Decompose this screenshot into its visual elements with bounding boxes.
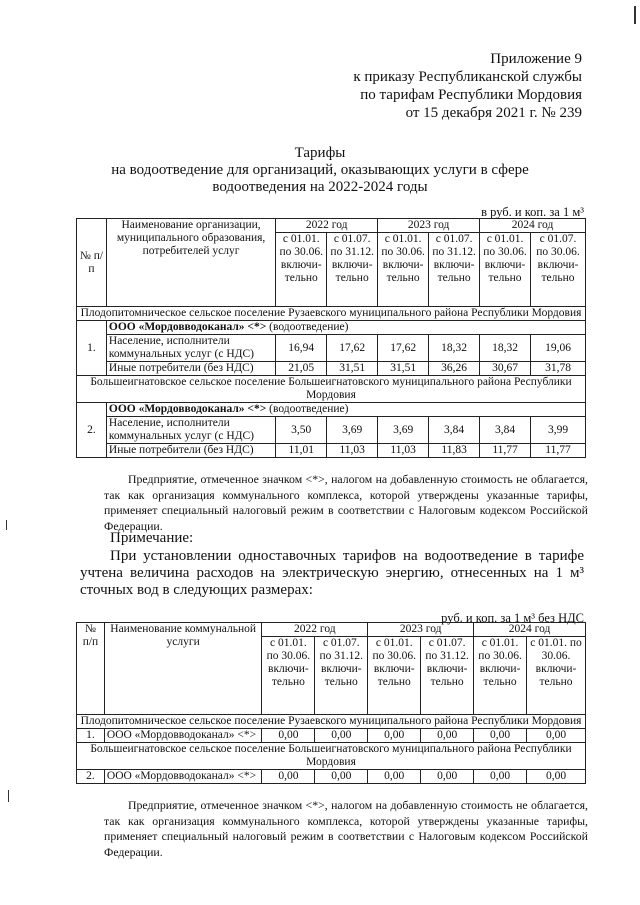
value-cell: 11,01 (276, 444, 327, 458)
org-row (106, 403, 585, 417)
header-num: № п/п (77, 623, 105, 715)
header-year: 2023 год (368, 623, 474, 637)
electricity-cost-table (76, 622, 586, 784)
value-cell: 31,51 (378, 362, 429, 376)
value-cell: 3,84 (429, 417, 480, 444)
org-name: ООО «Мордовводоканал» <*> (108, 403, 267, 415)
note-text: При установлении одноставочных тарифов на водоотведение в тарифе учтена величина расходов на электрическую энергию, отнесенных на 1 м³ сточных вод в следующих размерах: (80, 548, 584, 598)
row-num: 1. (77, 729, 105, 743)
consumer-label: Население, исполнители коммунальных услуг (с НДС) (106, 335, 275, 362)
org-name: ООО «Мордовводоканал» <*> (104, 770, 262, 784)
settlement-row: Плодопитомническое сельское поселение Рузаевского муниципального района Республики Мордовия (77, 715, 586, 729)
value-cell: 11,83 (429, 444, 480, 458)
header-period: с 01.01. по 30.06. включи-тельно (527, 637, 586, 715)
appendix-line: по тарифам Республики Мордовия (360, 87, 582, 103)
title-line: Тарифы (294, 145, 346, 161)
header-name: Наименование коммунальной услуги (104, 623, 262, 715)
row-num: 2. (77, 403, 107, 458)
value-cell: 0,00 (421, 729, 474, 743)
scan-edge-mark (6, 520, 7, 530)
header-year: 2024 год (480, 219, 586, 233)
title-line: водоотведения на 2022-2024 годы (212, 179, 428, 195)
row-num: 2. (77, 770, 105, 784)
table2-unit: руб. и коп. за 1 м³ без НДС (441, 611, 584, 625)
consumer-label: Население, исполнители коммунальных услуг (с НДС) (106, 417, 275, 444)
value-cell: 17,62 (327, 335, 378, 362)
value-cell: 31,78 (531, 362, 586, 376)
header-period: с 01.07. по 31.12. включи-тельно (429, 233, 480, 307)
appendix-line: к приказу Республиканской службы (353, 69, 582, 85)
table1-unit: в руб. и коп. за 1 м³ (481, 205, 584, 219)
value-cell: 18,32 (429, 335, 480, 362)
org-service: (водоотведение) (269, 403, 349, 415)
scan-edge-mark (634, 6, 636, 24)
vat-note-bottom: Предприятие, отмеченное значком <*>, налогом на добавленную стоимость не облагается, так как организация коммунального комплекса, которой утверждены указанные тарифы, применяет специальный налоговый режим в соответствии с Налоговым кодексом Российской Федерации. (104, 798, 588, 859)
header-period: с 01.01. по 30.06. включи-тельно (276, 233, 327, 307)
value-cell: 0,00 (368, 729, 421, 743)
header-period: с 01.01. по 30.06. включи-тельно (262, 637, 315, 715)
value-cell: 30,67 (480, 362, 531, 376)
header-num: № п/п (77, 219, 107, 307)
note-heading: Примечание: (110, 530, 194, 546)
org-name: ООО «Мордовводоканал» <*> (104, 729, 262, 743)
appendix-header (353, 50, 582, 122)
value-cell: 21,05 (276, 362, 327, 376)
value-cell: 18,32 (480, 335, 531, 362)
value-cell: 36,26 (429, 362, 480, 376)
value-cell: 0,00 (474, 729, 527, 743)
scan-edge-mark (8, 790, 9, 802)
header-period: с 01.07. по 30.06. включи-тельно (531, 233, 586, 307)
header-name: Наименование организации, муниципального образования, потребителей услуг (106, 219, 275, 307)
vat-note-text: Предприятие, отмеченное значком <*>, налогом на добавленную стоимость не облагается, так как организация коммунального комплекса, которой утверждены указанные тарифы, применяет специальный налоговый режим в соответствии с Налоговым кодексом Российской Федерации. (104, 472, 588, 533)
value-cell: 0,00 (421, 770, 474, 784)
header-period: с 01.01. по 30.06. включи-тельно (480, 233, 531, 307)
appendix-line: Приложение 9 (490, 51, 582, 67)
consumer-label: Иные потребители (без НДС) (106, 362, 275, 376)
value-cell: 19,06 (531, 335, 586, 362)
vat-note (104, 472, 588, 534)
consumer-label: Иные потребители (без НДС) (106, 444, 275, 458)
value-cell: 17,62 (378, 335, 429, 362)
value-cell: 31,51 (327, 362, 378, 376)
value-cell: 11,77 (480, 444, 531, 458)
value-cell: 11,03 (378, 444, 429, 458)
value-cell: 0,00 (527, 770, 586, 784)
value-cell: 3,99 (531, 417, 586, 444)
title-line: на водоотведение для организаций, оказывающих услуги в сфере (111, 162, 529, 178)
value-cell: 0,00 (368, 770, 421, 784)
value-cell: 3,69 (327, 417, 378, 444)
header-year: 2024 год (474, 623, 586, 637)
appendix-line: от 15 декабря 2021 г. № 239 (405, 105, 582, 121)
value-cell: 0,00 (262, 770, 315, 784)
header-year: 2023 год (378, 219, 480, 233)
header-period: с 01.01. по 30.06. включи-тельно (368, 637, 421, 715)
value-cell: 11,03 (327, 444, 378, 458)
header-year: 2022 год (276, 219, 378, 233)
org-row (106, 321, 585, 335)
tariff-table (76, 218, 586, 458)
value-cell: 3,84 (480, 417, 531, 444)
settlement-row: Большеигнатовское сельское поселение Большеигнатовского муниципального района Республики Мордовия (77, 743, 586, 770)
header-period: с 01.01. по 30.06. включи-тельно (474, 637, 527, 715)
value-cell: 3,50 (276, 417, 327, 444)
header-period: с 01.07. по 31.12. включи-тельно (315, 637, 368, 715)
header-period: с 01.07. по 31.12. включи-тельно (421, 637, 474, 715)
value-cell: 0,00 (315, 770, 368, 784)
value-cell: 16,94 (276, 335, 327, 362)
row-num: 1. (77, 321, 107, 376)
value-cell: 0,00 (262, 729, 315, 743)
header-period: с 01.01. по 30.06. включи-тельно (378, 233, 429, 307)
document-title (80, 145, 560, 196)
settlement-row: Плодопитомническое сельское поселение Рузаевского муниципального района Республики Мордовия (77, 307, 586, 321)
value-cell: 0,00 (474, 770, 527, 784)
org-service: (водоотведение) (269, 321, 349, 333)
value-cell: 3,69 (378, 417, 429, 444)
value-cell: 11,77 (531, 444, 586, 458)
value-cell: 0,00 (527, 729, 586, 743)
header-period: с 01.07. по 31.12. включи-тельно (327, 233, 378, 307)
org-name: ООО «Мордовводоканал» <*> (108, 321, 267, 333)
value-cell: 0,00 (315, 729, 368, 743)
settlement-row: Большеигнатовское сельское поселение Большеигнатовского муниципального района Республики Мордовия (77, 376, 586, 403)
header-year: 2022 год (262, 623, 368, 637)
